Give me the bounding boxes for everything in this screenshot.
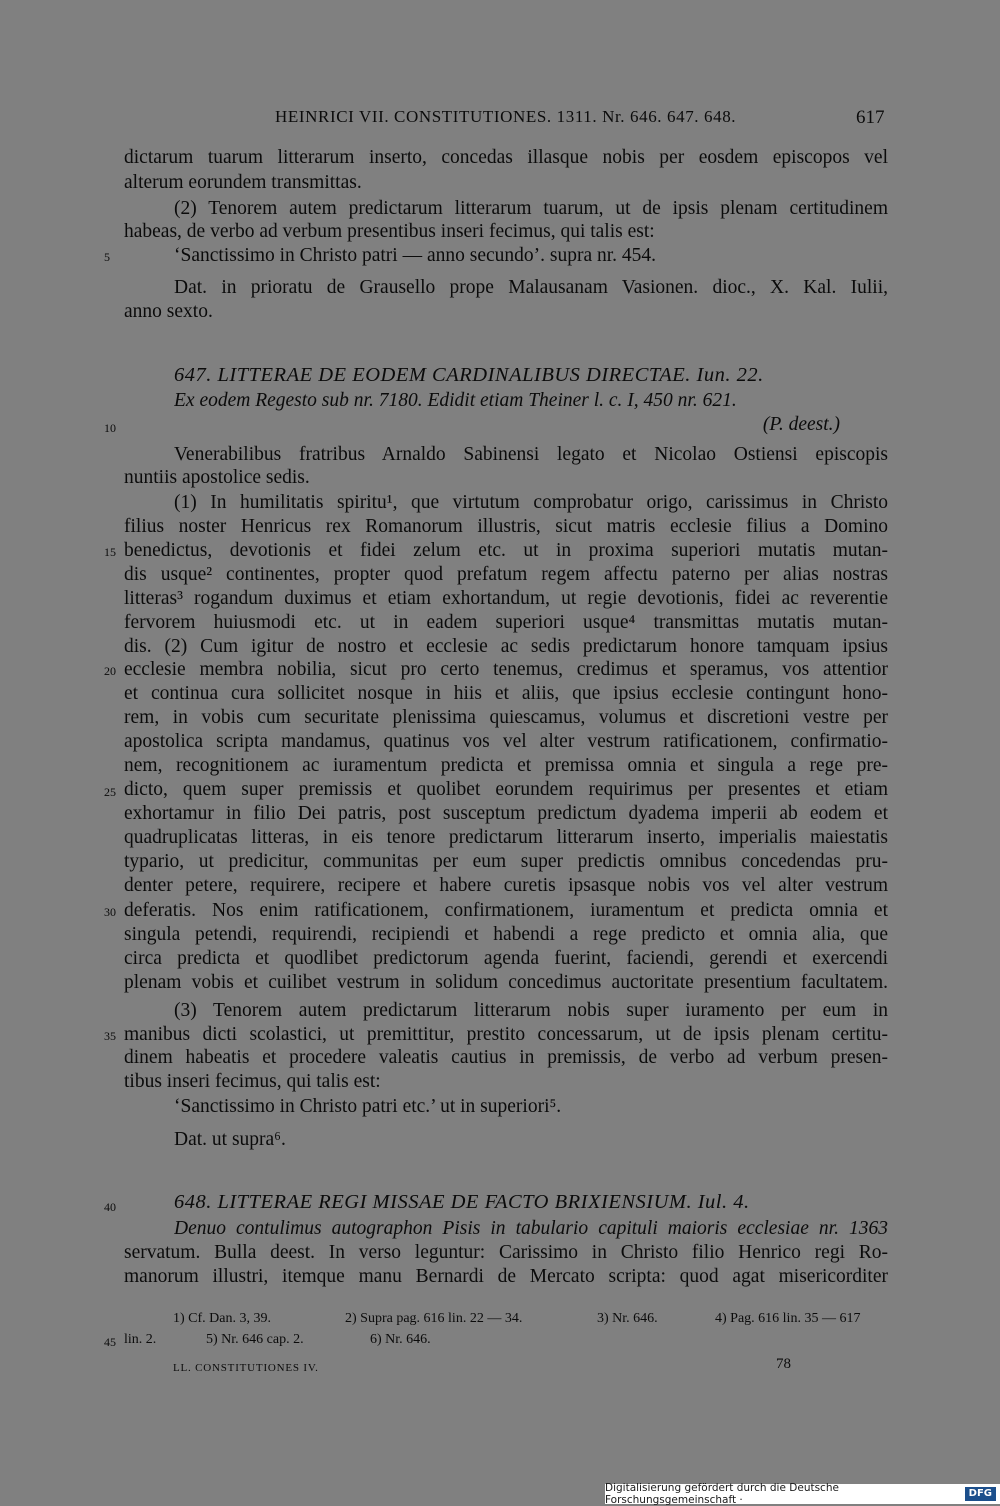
document-heading-647: 647. LITTERAE DE EODEM CARDINALIBUS DIRECTAE. Iun. 22. [174, 364, 764, 386]
text-line: anno sexto. [124, 301, 213, 322]
footnote: 6) Nr. 646. [370, 1332, 431, 1347]
text-line: dis. (2) Cum igitur de nostro et ecclesie ac sedis predictarum honore tamquam ipsius [124, 636, 888, 657]
text-line: denter petere, requirere, recipere et habere curetis ipsasque nobis vos vel alter vestrum [124, 875, 888, 896]
margin-line-number: 30 [104, 905, 116, 919]
margin-line-number: 45 [104, 1335, 116, 1349]
text-line: benedictus, devotionis et fidei zelum etc. ut in proxima superiori mutatis mutan- [124, 540, 888, 561]
margin-line-number: 5 [104, 250, 110, 264]
text-line: manibus dicti scolastici, ut premittitur, prestito concessarum, ut de ipsis plenam certitu- [124, 1024, 888, 1045]
text-line: nem, recognitionem ac iuramentum predicta et premissa omnia et singula a rege pre- [124, 755, 888, 776]
text-line: et continua cura sollicitet nosque in hiis et aliis, que ipsius ecclesie contingunt hono- [124, 683, 888, 704]
running-header: HEINRICI VII. CONSTITUTIONES. 1311. Nr. 646. 647. 648. [275, 107, 737, 126]
text-line: dis usque² continentes, propter quod prefatum regem affectu paterno per alias nostras [124, 564, 888, 585]
incipit-line: ‘Sanctissimo in Christo patri etc.’ ut in superiori⁵. [174, 1096, 562, 1117]
text-line: circa predicta et quodlibet predictorum agenda fuerint, faciendi, gerendi et exercendi [124, 948, 888, 969]
text-line: servatum. Bulla deest. In verso leguntur: Carissimo in Christo filio Henrico regi Ro- [124, 1242, 888, 1263]
text-line: filius noster Henricus rex Romanorum illustris, sicut matris ecclesie filius a Domino [124, 516, 888, 537]
footnote: 3) Nr. 646. [597, 1311, 658, 1326]
footnote: 5) Nr. 646 cap. 2. [206, 1332, 304, 1347]
page-number: 617 [856, 107, 885, 128]
date-line: Dat. ut supra⁶. [174, 1129, 286, 1150]
text-line: typario, ut predicitur, communitas per eum super predictis omnibus concedendas pru- [124, 851, 888, 872]
footnote: 1) Cf. Dan. 3, 39. [173, 1311, 271, 1326]
text-line: exhortamur in filio Dei patris, post susceptum predictum dyadema imperii ab eodem et [124, 803, 888, 824]
text-line: dicto, quem super premissis et quolibet eorundem requirimus per presentes et etiam [124, 779, 888, 800]
margin-line-number: 15 [104, 545, 116, 559]
incipit-line: ‘Sanctissimo in Christo patri — anno secundo’. supra nr. 454. [174, 245, 657, 266]
text-line: quadruplicatas litteras, in eis tenore predictarum litterarum inserto, imperialis maiestatis [124, 827, 888, 848]
margin-line-number: 20 [104, 664, 116, 678]
text-line: manorum illustri, itemque manu Bernardi de Mercato scripta: quod agat misericorditer [124, 1266, 888, 1287]
margin-line-number: 35 [104, 1029, 116, 1043]
text-line: singula petendi, requirendi, recipiendi et habendi a rege predicto et omnia alia, que [124, 924, 888, 945]
footnote: lin. 2. [124, 1332, 157, 1347]
text-line: (2) Tenorem autem predictarum litterarum tuarum, ut de ipsis plenam certitudinem [174, 198, 888, 219]
text-line: plenam vobis et cuilibet vestrum in solidum concedimus auctoritate presentium facultatem. [124, 972, 888, 993]
series-footer: LL. CONSTITUTIONES IV. [173, 1362, 319, 1374]
source-note: Denuo contulimus autographon Pisis in tabulario capituli maioris ecclesiae nr. 1363 [174, 1218, 888, 1239]
funding-text: Digitalisierung gefördert durch die Deutsche Forschungsgemeinschaft · [605, 1482, 839, 1506]
footnote: 2) Supra pag. 616 lin. 22 — 34. [345, 1311, 523, 1326]
text-line: alterum eorundem transmittas. [124, 172, 362, 193]
text-line: tibus inseri fecimus, qui talis est: [124, 1071, 381, 1092]
margin-line-number: 25 [104, 785, 116, 799]
source-note-right: (P. deest.) [762, 414, 840, 435]
text-line: dinem habeatis et procedere valeatis cautius in premissis, de verbo ad verbum presen- [124, 1047, 888, 1068]
margin-line-number: 40 [104, 1200, 116, 1214]
text-line: deferatis. Nos enim ratificationem, confirmationem, iuramentum et predicta omnia et [124, 900, 888, 921]
footnote: 4) Pag. 616 lin. 35 — 617 [715, 1311, 861, 1326]
text-line: apostolica scripta mandamus, quatinus vos vel alter vestrum ratificationem, confirmatio- [124, 731, 888, 752]
text-line: habeas, de verbo ad verbum presentibus inseri fecimus, qui talis est: [124, 221, 655, 242]
document-heading-648: 648. LITTERAE REGI MISSAE DE FACTO BRIXIENSIUM. Iul. 4. [174, 1191, 750, 1213]
margin-line-number: 10 [104, 421, 116, 435]
text-line: rem, in vobis cum securitate plenissima quiescamus, volumus et discretioni vestre per [124, 707, 888, 728]
text-line: (3) Tenorem autem predictarum litterarum nobis super iuramento per eum in [174, 1000, 888, 1021]
address-line: nuntiis apostolice sedis. [124, 467, 310, 488]
text-line: ecclesie membra nobilia, sicut pro certo tenemus, credimus et speramus, vos attentior [124, 659, 888, 680]
dfg-logo-icon: DFG [965, 1487, 996, 1501]
sheet-signature: 78 [776, 1356, 791, 1372]
source-note: Ex eodem Regesto sub nr. 7180. Edidit etiam Theiner l. c. I, 450 nr. 621. [174, 390, 737, 411]
text-line: dictarum tuarum litterarum inserto, concedas illasque nobis per eosdem episcopos vel [124, 147, 888, 168]
date-line: Dat. in prioratu de Grausello prope Malausanam Vasionen. dioc., X. Kal. Iulii, [174, 277, 888, 298]
text-line: litteras³ rogandum duximus et etiam exhortandum, ut regie devotionis, fidei ac reverentie [124, 588, 888, 609]
funding-bar [605, 1484, 1000, 1504]
text-line: fervorem huiusmodi etc. ut in eadem superiori usque⁴ transmittas mutatis mutan- [124, 612, 888, 633]
text-line: (1) In humilitatis spiritu¹, que virtutum comprobatur origo, carissimus in Christo [174, 492, 888, 513]
address-line: Venerabilibus fratribus Arnaldo Sabinensi legato et Nicolao Ostiensi episcopis [174, 444, 888, 465]
